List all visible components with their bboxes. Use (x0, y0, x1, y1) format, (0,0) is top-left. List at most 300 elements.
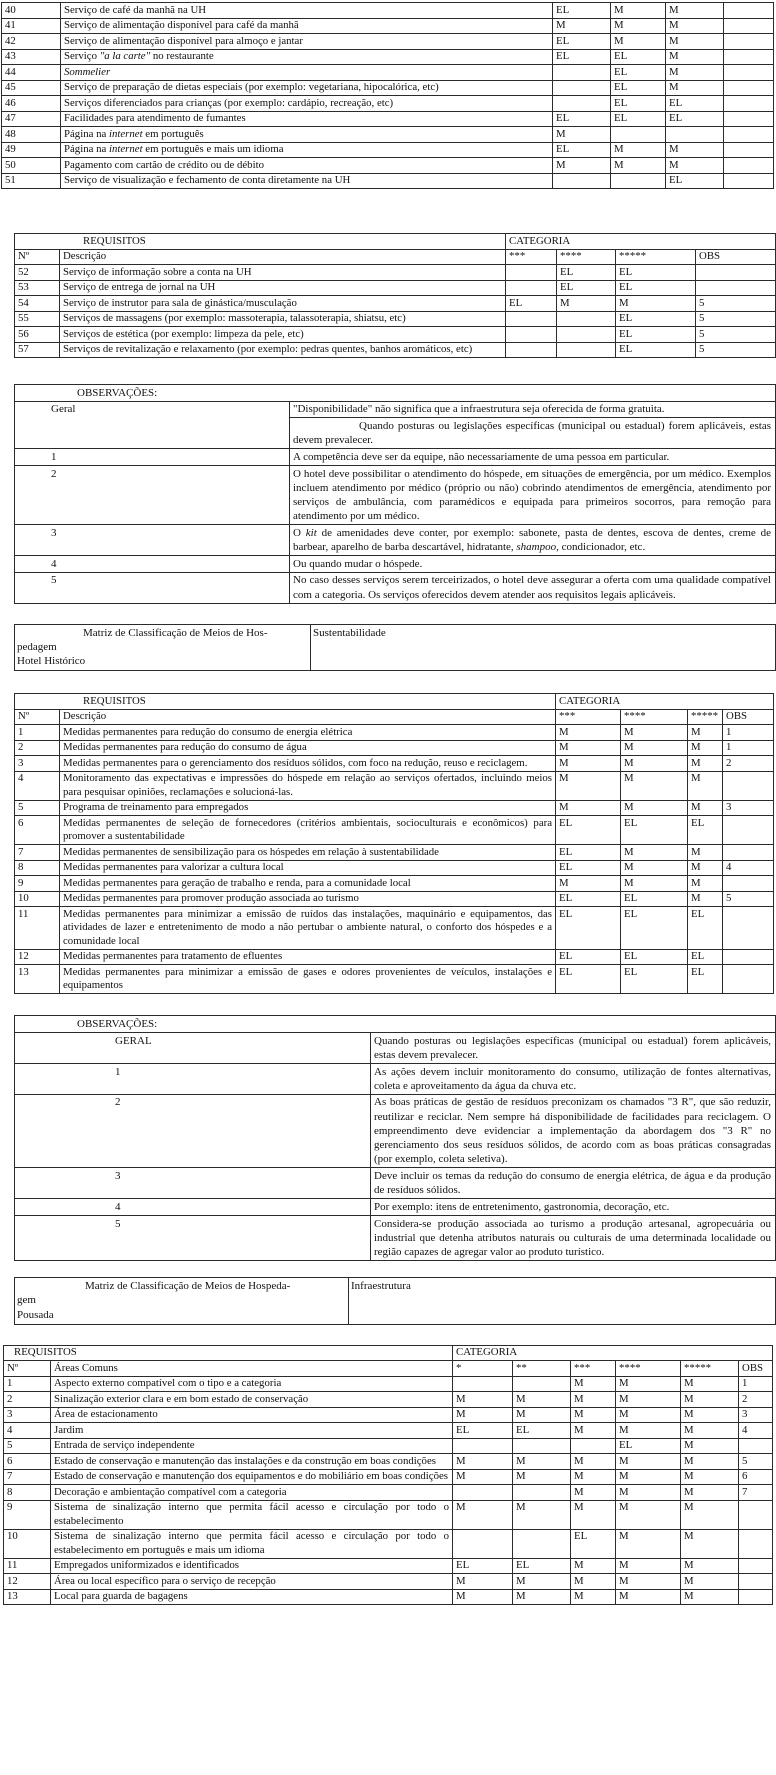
cell-categoria-valor: M (513, 1392, 571, 1408)
header-categoria: CATEGORIA (453, 1345, 773, 1361)
table-row (15, 296, 776, 312)
cell-categoria-valor: M (556, 740, 621, 756)
cell-categoria-valor: M (556, 876, 621, 892)
cell-categoria-valor: M (621, 860, 688, 876)
header-categoria: CATEGORIA (506, 234, 776, 250)
cell-categoria-valor: M (616, 1529, 681, 1558)
cell-categoria-valor: M (556, 756, 621, 772)
cell-categoria-valor: EL (571, 1529, 616, 1558)
cell-categoria-valor: M (453, 1589, 513, 1605)
cell-categoria-valor: EL (688, 907, 723, 950)
cell-categoria-valor: M (666, 65, 724, 81)
cell-categoria-valor (506, 327, 557, 343)
cell-numero: 47 (2, 111, 61, 127)
header-numero: Nº (15, 249, 60, 265)
cell-numero: 8 (4, 1485, 51, 1501)
cell-categoria-valor: M (688, 740, 723, 756)
header-obs: OBS (739, 1361, 773, 1377)
cell-categoria-valor: M (688, 800, 723, 816)
cell-categoria-valor: EL (557, 280, 616, 296)
cell-categoria-valor: EL (611, 96, 666, 112)
header-category-stars: *** (506, 249, 557, 265)
header-category-stars: ***** (616, 249, 696, 265)
header-row (4, 1361, 773, 1377)
cell-obs (724, 111, 774, 127)
cell-descricao: Medidas permanentes para tratamento de efluentes (60, 949, 556, 965)
cell-obs (739, 1500, 773, 1529)
observacao-label: 4 (15, 556, 290, 573)
cell-obs (739, 1589, 773, 1605)
cell-categoria-valor: EL (616, 265, 696, 281)
cell-categoria-valor (506, 311, 557, 327)
observacao-text: As boas práticas de gestão de resíduos preconizam os chamados "3 R", que são reduzir, reutilizar e reciclar. Nem sempre há disponibilidade de facilidades para reciclagem. O empreendimento deve evidenciar a implementação da abordagem dos "3 R" no gerenciamento dos seus resíduos sólidos, de acordo com as boas práticas consagradas (por exemplo, coleta seletiva). (371, 1094, 776, 1168)
cell-descricao: Serviços de estética (por exemplo: limpeza da pele, etc) (60, 327, 506, 343)
cell-categoria-valor: M (688, 876, 723, 892)
cell-descricao: Pagamento com cartão de crédito ou de débito (61, 158, 553, 174)
observacao-label: 2 (15, 466, 290, 525)
table-servicos-52-57 (14, 233, 776, 358)
cell-obs (723, 949, 774, 965)
table-row (4, 1407, 773, 1423)
cell-categoria-valor: M (611, 34, 666, 50)
cell-numero: 1 (15, 725, 60, 741)
cell-categoria-valor: EL (616, 280, 696, 296)
observacao-text: Quando posturas ou legislações específicas (municipal ou estadual) forem aplicáveis, estas devem prevalecer. (371, 1033, 776, 1064)
cell-obs (723, 816, 774, 845)
cell-obs (724, 142, 774, 158)
cell-descricao: Área ou local específico para o serviço de recepção (51, 1574, 453, 1590)
cell-categoria-valor: EL (556, 949, 621, 965)
italic-text: Sommelier (64, 65, 111, 78)
table-row (15, 771, 774, 800)
cell-numero: 13 (4, 1589, 51, 1605)
cell-numero: 8 (15, 860, 60, 876)
table-observacoes-sustentabilidade (14, 1015, 776, 1261)
table-row (2, 3, 774, 19)
cell-categoria-valor (611, 127, 666, 143)
table-row (4, 1392, 773, 1408)
table-row (15, 816, 774, 845)
header-requisitos: REQUISITOS (15, 694, 556, 710)
cell-categoria-valor: EL (621, 891, 688, 907)
cell-obs: 5 (739, 1454, 773, 1470)
cell-categoria-valor: EL (553, 34, 611, 50)
matrix-title-line: pedagem (17, 641, 57, 654)
cell-categoria-valor: M (571, 1558, 616, 1574)
header-numero: Nº (15, 709, 60, 725)
cell-categoria-valor: M (513, 1469, 571, 1485)
cell-numero: 3 (15, 756, 60, 772)
cell-obs: 5 (696, 327, 776, 343)
cell-descricao: Serviço de alimentação disponível para almoço e jantar (61, 34, 553, 50)
cell-obs (724, 49, 774, 65)
header-category-stars: ** (513, 1361, 571, 1377)
cell-categoria-valor: M (681, 1558, 739, 1574)
table-sustentabilidade-1-13 (14, 693, 774, 994)
text-segment: em português (142, 127, 204, 140)
italic-text: internet (108, 127, 143, 140)
matrix-title-cell (15, 624, 311, 671)
cell-categoria-valor: M (616, 1589, 681, 1605)
cell-descricao: Serviços de revitalização e relaxamento (por exemplo: pedras quentes, banhos aromáticos, etc) (60, 342, 506, 358)
cell-numero: 12 (4, 1574, 51, 1590)
cell-descricao (61, 49, 553, 65)
cell-categoria-valor (666, 127, 724, 143)
cell-categoria-valor: M (621, 725, 688, 741)
table-row (15, 876, 774, 892)
table-row (4, 1574, 773, 1590)
cell-categoria-valor: EL (611, 80, 666, 96)
cell-categoria-valor: EL (506, 296, 557, 312)
cell-descricao: Medidas permanentes para minimizar a emissão de gases e odores provenientes de veículos, instalações e equipamentos (60, 965, 556, 994)
cell-categoria-valor: M (553, 158, 611, 174)
table-row (2, 65, 774, 81)
cell-categoria-valor: EL (557, 265, 616, 281)
matrix-title-line: Matriz de Classificação de Meios de Hospeda- (85, 1280, 291, 1293)
cell-categoria-valor (553, 173, 611, 189)
header-category-stars: *** (571, 1361, 616, 1377)
cell-categoria-valor: M (556, 800, 621, 816)
table-row (15, 342, 776, 358)
cell-categoria-valor: M (616, 1423, 681, 1439)
cell-categoria-valor: M (513, 1574, 571, 1590)
table-row (2, 142, 774, 158)
cell-categoria-valor: M (666, 34, 724, 50)
cell-obs: 1 (723, 740, 774, 756)
cell-categoria-valor: M (688, 891, 723, 907)
table-row (15, 311, 776, 327)
cell-categoria-valor (506, 280, 557, 296)
text-segment: Página na (64, 143, 109, 155)
observacao-row (15, 1094, 776, 1168)
cell-descricao (61, 65, 553, 81)
cell-categoria-valor: M (616, 1376, 681, 1392)
cell-categoria-valor: M (556, 725, 621, 741)
header-descricao: Descrição (60, 249, 506, 265)
cell-numero: 11 (15, 907, 60, 950)
cell-obs (739, 1574, 773, 1590)
matrix-title-line: Hotel Histórico (17, 655, 86, 668)
cell-categoria-valor: EL (556, 891, 621, 907)
table-row (2, 34, 774, 50)
table-row (15, 740, 774, 756)
cell-numero: 10 (15, 891, 60, 907)
cell-categoria-valor: M (513, 1407, 571, 1423)
observacao-row (15, 1064, 776, 1095)
observacao-label: GERAL (15, 1033, 371, 1064)
cell-categoria-valor: EL (666, 111, 724, 127)
italic-text: internet (108, 143, 143, 155)
cell-categoria-valor: EL (556, 907, 621, 950)
cell-categoria-valor: M (621, 756, 688, 772)
cell-categoria-valor: M (453, 1469, 513, 1485)
cell-categoria-valor: M (621, 845, 688, 861)
cell-categoria-valor: EL (453, 1558, 513, 1574)
cell-categoria-valor: M (681, 1454, 739, 1470)
table-row (15, 949, 774, 965)
cell-categoria-valor: M (616, 1500, 681, 1529)
cell-categoria-valor: M (688, 725, 723, 741)
cell-descricao: Serviços diferenciados para crianças (por exemplo: cardápio, recreação, etc) (61, 96, 553, 112)
cell-categoria-valor: EL (553, 49, 611, 65)
observacao-label: 3 (15, 1168, 371, 1199)
observacao-row (15, 1033, 776, 1064)
cell-obs (724, 96, 774, 112)
cell-categoria-valor: M (621, 800, 688, 816)
cell-numero: 46 (2, 96, 61, 112)
cell-categoria-valor (571, 1438, 616, 1454)
header-requisitos: REQUISITOS (4, 1345, 453, 1361)
table-row (4, 1454, 773, 1470)
cell-obs (723, 845, 774, 861)
observacao-text: Quando posturas ou legislações específicas (municipal ou estadual) forem aplicáveis, estas devem prevalecer. (290, 418, 776, 449)
header-descricao: Áreas Comuns (51, 1361, 453, 1377)
cell-categoria-valor: M (681, 1500, 739, 1529)
cell-numero: 2 (15, 740, 60, 756)
table-row (15, 725, 774, 741)
table-row (4, 1529, 773, 1558)
cell-numero: 54 (15, 296, 60, 312)
cell-categoria-valor (506, 342, 557, 358)
cell-categoria-valor: EL (621, 816, 688, 845)
observacao-row (15, 525, 776, 556)
cell-descricao: Local para guarda de bagagens (51, 1589, 453, 1605)
cell-descricao: Sistema de sinalização interno que permita fácil acesso e circulação por todo o estabelecimento em português e mais um idioma (51, 1529, 453, 1558)
cell-obs (739, 1529, 773, 1558)
table-row (4, 1376, 773, 1392)
cell-descricao: Estado de conservação e manutenção dos equipamentos e do mobiliário em boas condições (51, 1469, 453, 1485)
cell-categoria-valor: M (616, 296, 696, 312)
cell-categoria-valor (557, 342, 616, 358)
cell-categoria-valor: M (513, 1589, 571, 1605)
cell-categoria-valor: M (553, 127, 611, 143)
header-category-stars: * (453, 1361, 513, 1377)
cell-numero: 7 (4, 1469, 51, 1485)
table-row (2, 127, 774, 143)
table-row (15, 891, 774, 907)
cell-numero: 3 (4, 1407, 51, 1423)
table-row (2, 96, 774, 112)
observacao-row (15, 1216, 776, 1261)
cell-obs: 2 (723, 756, 774, 772)
cell-categoria-valor: M (616, 1454, 681, 1470)
cell-categoria-valor: M (681, 1392, 739, 1408)
cell-categoria-valor: EL (556, 816, 621, 845)
cell-categoria-valor: M (621, 771, 688, 800)
cell-numero: 4 (4, 1423, 51, 1439)
cell-categoria-valor: EL (666, 96, 724, 112)
cell-categoria-valor (513, 1485, 571, 1501)
cell-categoria-valor: EL (666, 173, 724, 189)
cell-categoria-valor (453, 1438, 513, 1454)
cell-categoria-valor: M (571, 1407, 616, 1423)
cell-categoria-valor: EL (688, 816, 723, 845)
observacao-text: Por exemplo: itens de entretenimento, gastronomia, decoração, etc. (371, 1199, 776, 1216)
observacao-row (15, 401, 776, 418)
cell-categoria-valor: M (611, 142, 666, 158)
table-row (2, 80, 774, 96)
observacao-text: "Disponibilidade" não significa que a infraestrutura seja oferecida de forma gratuita. (290, 401, 776, 418)
cell-numero: 2 (4, 1392, 51, 1408)
cell-categoria-valor: EL (556, 845, 621, 861)
cell-descricao: Serviços de massagens (por exemplo: massoterapia, talassoterapia, shiatsu, etc) (60, 311, 506, 327)
cell-categoria-valor: M (616, 1558, 681, 1574)
cell-descricao: Medidas permanentes para redução do consumo de energia elétrica (60, 725, 556, 741)
cell-categoria-valor (513, 1376, 571, 1392)
cell-descricao: Facilidades para atendimento de fumantes (61, 111, 553, 127)
cell-obs: 2 (739, 1392, 773, 1408)
cell-categoria-valor: EL (556, 860, 621, 876)
cell-numero: 5 (4, 1438, 51, 1454)
cell-categoria-valor: EL (688, 949, 723, 965)
matrix-header-hotel-historico-sustentabilidade (14, 624, 776, 672)
cell-categoria-valor (513, 1438, 571, 1454)
cell-categoria-valor: M (571, 1574, 616, 1590)
cell-categoria-valor: M (553, 18, 611, 34)
table-row (4, 1485, 773, 1501)
cell-descricao: Serviço de preparação de dietas especiais (por exemplo: vegetariana, hipocalórica, etc) (61, 80, 553, 96)
table-row (4, 1589, 773, 1605)
cell-categoria-valor: EL (611, 65, 666, 81)
cell-categoria-valor: M (453, 1454, 513, 1470)
observacao-row (15, 1199, 776, 1216)
observacao-row (15, 556, 776, 573)
header-obs: OBS (696, 249, 776, 265)
cell-obs (739, 1438, 773, 1454)
header-obs: OBS (723, 709, 774, 725)
cell-categoria-valor: M (681, 1529, 739, 1558)
cell-categoria-valor (557, 311, 616, 327)
cell-obs: 7 (739, 1485, 773, 1501)
cell-obs: 6 (739, 1469, 773, 1485)
cell-categoria-valor: M (616, 1485, 681, 1501)
header-category-stars: ***** (681, 1361, 739, 1377)
cell-obs (723, 965, 774, 994)
cell-categoria-valor (557, 327, 616, 343)
text-segment: O (293, 526, 306, 539)
observacao-label: 2 (15, 1094, 371, 1168)
cell-descricao: Serviço de entrega de jornal na UH (60, 280, 506, 296)
cell-descricao: Monitoramento das expectativas e impressões do hóspede em relação ao serviços ofertados, incluindo meios para pesquisar opiniões, reclamações e solucioná-las. (60, 771, 556, 800)
cell-categoria-valor: M (611, 3, 666, 19)
matrix-row (15, 624, 776, 671)
cell-categoria-valor: M (611, 18, 666, 34)
observacao-label: Geral (15, 401, 290, 449)
cell-categoria-valor: M (571, 1454, 616, 1470)
observacao-label: 1 (15, 449, 290, 466)
cell-descricao (61, 142, 553, 158)
observacoes-title: OBSERVAÇÕES: (15, 385, 776, 402)
cell-categoria-valor: M (621, 740, 688, 756)
observacao-row (15, 1168, 776, 1199)
observacao-text: No caso desses serviços serem terceirizados, o hotel deve assegurar a oferta com uma qualidade compatível com a categoria. Os serviços oferecidos devem atender aos requisitos legais aplicáveis. (290, 572, 776, 603)
matrix-title-cell (15, 1278, 349, 1325)
cell-descricao: Sistema de sinalização interno que permita fácil acesso e circulação por todo o estabelecimento (51, 1500, 453, 1529)
text-segment: no restaurante (150, 50, 214, 62)
cell-categoria-valor: EL (453, 1423, 513, 1439)
cell-categoria-valor: M (571, 1485, 616, 1501)
cell-categoria-valor: EL (553, 142, 611, 158)
cell-categoria-valor (453, 1485, 513, 1501)
cell-categoria-valor (611, 173, 666, 189)
matrix-title-line: gem (17, 1294, 36, 1307)
cell-obs: 4 (723, 860, 774, 876)
cell-categoria-valor: M (688, 756, 723, 772)
cell-descricao: Medidas permanentes para redução do consumo de água (60, 740, 556, 756)
header-row (15, 694, 774, 710)
cell-categoria-valor: M (571, 1469, 616, 1485)
table-row (15, 800, 774, 816)
cell-descricao: Serviço de instrutor para sala de ginástica/musculação (60, 296, 506, 312)
cell-obs: 3 (723, 800, 774, 816)
cell-categoria-valor: M (681, 1589, 739, 1605)
cell-categoria-valor: EL (621, 965, 688, 994)
cell-numero: 42 (2, 34, 61, 50)
cell-categoria-valor: EL (513, 1558, 571, 1574)
table-row (15, 845, 774, 861)
cell-descricao: Medidas permanentes para o gerenciamento dos resíduos sólidos, com foco na redução, reuso e reciclagem. (60, 756, 556, 772)
cell-categoria-valor: EL (616, 342, 696, 358)
cell-descricao: Jardim (51, 1423, 453, 1439)
cell-descricao: Medidas permanentes de seleção de fornecedores (critérios ambientais, socioculturais e econômicos) para promover a sustentabilidade (60, 816, 556, 845)
matrix-title-line: Pousada (17, 1308, 54, 1321)
cell-categoria-valor: M (453, 1407, 513, 1423)
table-row (2, 18, 774, 34)
cell-numero: 12 (15, 949, 60, 965)
cell-numero: 9 (4, 1500, 51, 1529)
observacao-row (15, 449, 776, 466)
cell-obs: 4 (739, 1423, 773, 1439)
cell-categoria-valor: M (616, 1469, 681, 1485)
cell-obs (724, 18, 774, 34)
cell-descricao: Área de estacionamento (51, 1407, 453, 1423)
cell-numero: 49 (2, 142, 61, 158)
text-segment: Serviço (64, 50, 100, 62)
cell-numero: 41 (2, 18, 61, 34)
table-row (4, 1500, 773, 1529)
cell-descricao: Empregados uniformizados e identificados (51, 1558, 453, 1574)
cell-categoria-valor: EL (616, 311, 696, 327)
cell-descricao: Entrada de serviço independente (51, 1438, 453, 1454)
cell-categoria-valor: M (666, 18, 724, 34)
cell-descricao: Serviço de café da manhã na UH (61, 3, 553, 19)
cell-numero: 13 (15, 965, 60, 994)
header-numero: Nº (4, 1361, 51, 1377)
table-observacoes-servicos (14, 384, 776, 604)
cell-categoria-valor: M (688, 771, 723, 800)
cell-categoria-valor: M (666, 49, 724, 65)
cell-categoria-valor: M (556, 771, 621, 800)
cell-numero: 6 (4, 1454, 51, 1470)
observacao-text: Considera-se produção associada ao turismo a produção artesanal, agropecuária ou industrial que detenha atributos naturais ou culturais de uma determinada localidade ou região capazes de agregar valor ao produto turístico. (371, 1216, 776, 1261)
cell-categoria-valor: M (571, 1589, 616, 1605)
table-row (2, 158, 774, 174)
cell-numero: 57 (15, 342, 60, 358)
cell-obs: 1 (723, 725, 774, 741)
cell-categoria-valor: M (666, 80, 724, 96)
header-category-stars: ***** (688, 709, 723, 725)
cell-numero: 11 (4, 1558, 51, 1574)
cell-categoria-valor: M (616, 1392, 681, 1408)
header-category-stars: **** (621, 709, 688, 725)
cell-descricao: Serviço de informação sobre a conta na UH (60, 265, 506, 281)
table-row (15, 265, 776, 281)
matrix-row (15, 1278, 776, 1325)
observacao-text: Ou quando mudar o hóspede. (290, 556, 776, 573)
cell-obs (724, 173, 774, 189)
cell-categoria-valor (553, 65, 611, 81)
table-row (15, 907, 774, 950)
